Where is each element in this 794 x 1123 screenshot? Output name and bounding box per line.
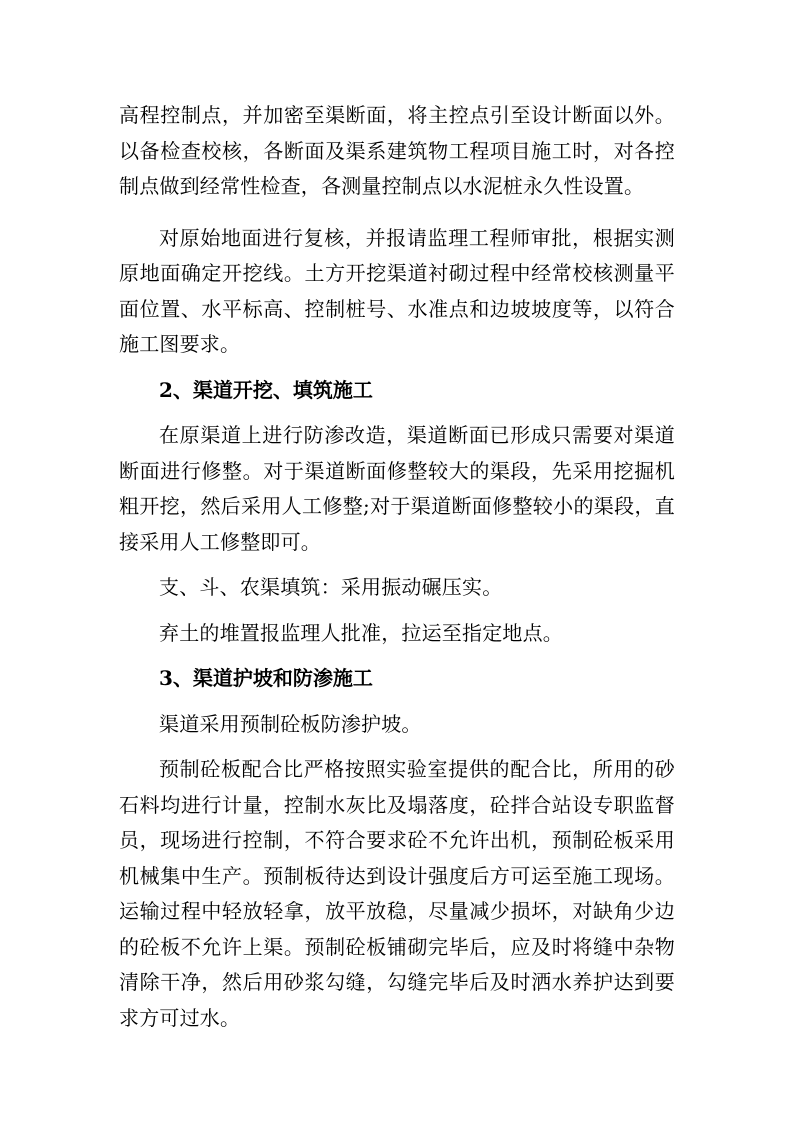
section-heading-excavation: 2、渠道开挖、填筑施工: [159, 377, 373, 402]
document-body: [119, 98, 675, 1036]
section-heading-lining: 3、渠道护坡和防渗施工: [159, 666, 373, 690]
paragraph-ground-check: 对原始地面进行复核，并报请监理工程师审批，根据实测原地面确定开挖线。土方开挖渠道衬砌过程中经常校核测量平面位置、水平标高、控制桩号、水准点和边坡坡度等，以符合施工图要求。: [119, 225, 675, 356]
paragraph-precast-slab: 渠道采用预制砼板防渗护坡。: [159, 711, 422, 736]
paragraph-filling: 支、斗、农渠填筑：采用振动碾压实。: [159, 575, 503, 599]
paragraph-mix-ratio: 预制砼板配合比严格按照实验室提供的配合比，所用的砂石料均进行计量，控制水灰比及塌落度，砼拌合站设专职监督员，现场进行控制，不符合要求砼不允许出机，预制砼板采用机械集中生产。预制板待达到设计强度后方可运至施工现场。运输过程中轻放轻拿，放平放稳，尽量减少损坏，对缺角少边的砼板不允许上渠。预制砼板铺砌完毕后，应及时将缝中杂物清除干净，然后用砂浆勾缝，勾缝完毕后及时洒水养护达到要求方可过水。: [119, 757, 675, 1030]
paragraph-spoil: 弃土的堆置报监理人批准，拉运至指定地点。: [159, 620, 563, 645]
paragraph-trimming: 在原渠道上进行防渗改造，渠道断面已形成只需要对渠道断面进行修整。对于渠道断面修整较大的渠段，先采用挖掘机粗开挖，然后采用人工修整;对于渠道断面修整较小的渠段，直接采用人工修整即可。: [119, 423, 675, 554]
paragraph-control-points: 高程控制点，并加密至渠断面，将主控点引至设计断面以外。以备检查校核，各断面及渠系建筑物工程项目施工时，对各控制点做到经常性检查，各测量控制点以水泥桩永久性设置。: [119, 103, 675, 198]
